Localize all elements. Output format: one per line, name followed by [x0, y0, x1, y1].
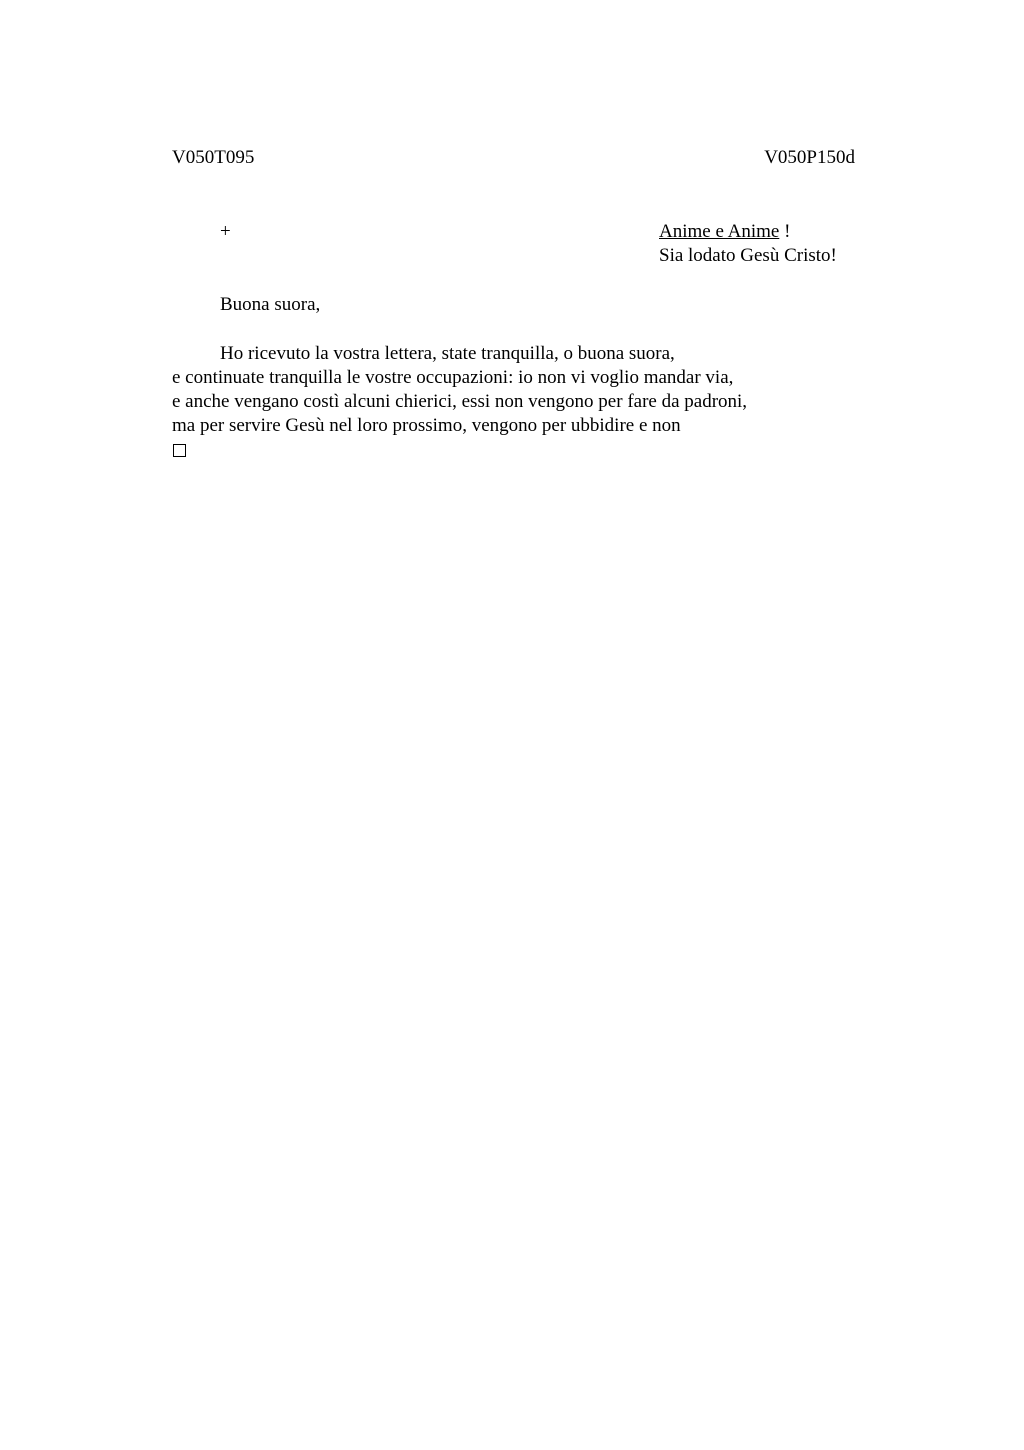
- letter-motto: [659, 220, 837, 268]
- body-line: e continuate tranquilla le vostre occupazioni: io non vi voglio mandar via,: [172, 367, 734, 388]
- body-line: ma per servire Gesù nel loro prossimo, vengono per ubbidire e non: [172, 415, 681, 436]
- letter-body: [172, 342, 747, 438]
- document-code-right: V050P150d: [764, 147, 855, 168]
- cross-symbol: +: [220, 221, 231, 242]
- body-line: Ho ricevuto la vostra lettera, state tranquilla, o buona suora,: [220, 343, 675, 364]
- letter-greeting: Buona suora,: [220, 294, 321, 315]
- body-line: e anche vengano costì alcuni chierici, essi non vengono per fare da padroni,: [172, 391, 748, 412]
- motto-underlined-text: Anime e Anime: [659, 221, 780, 242]
- motto-exclamation: !: [779, 221, 791, 242]
- motto-line-1: [659, 220, 837, 244]
- empty-square-icon: [173, 444, 186, 457]
- motto-line-2: Sia lodato Gesù Cristo!: [659, 245, 837, 266]
- document-code-left: V050T095: [172, 147, 255, 168]
